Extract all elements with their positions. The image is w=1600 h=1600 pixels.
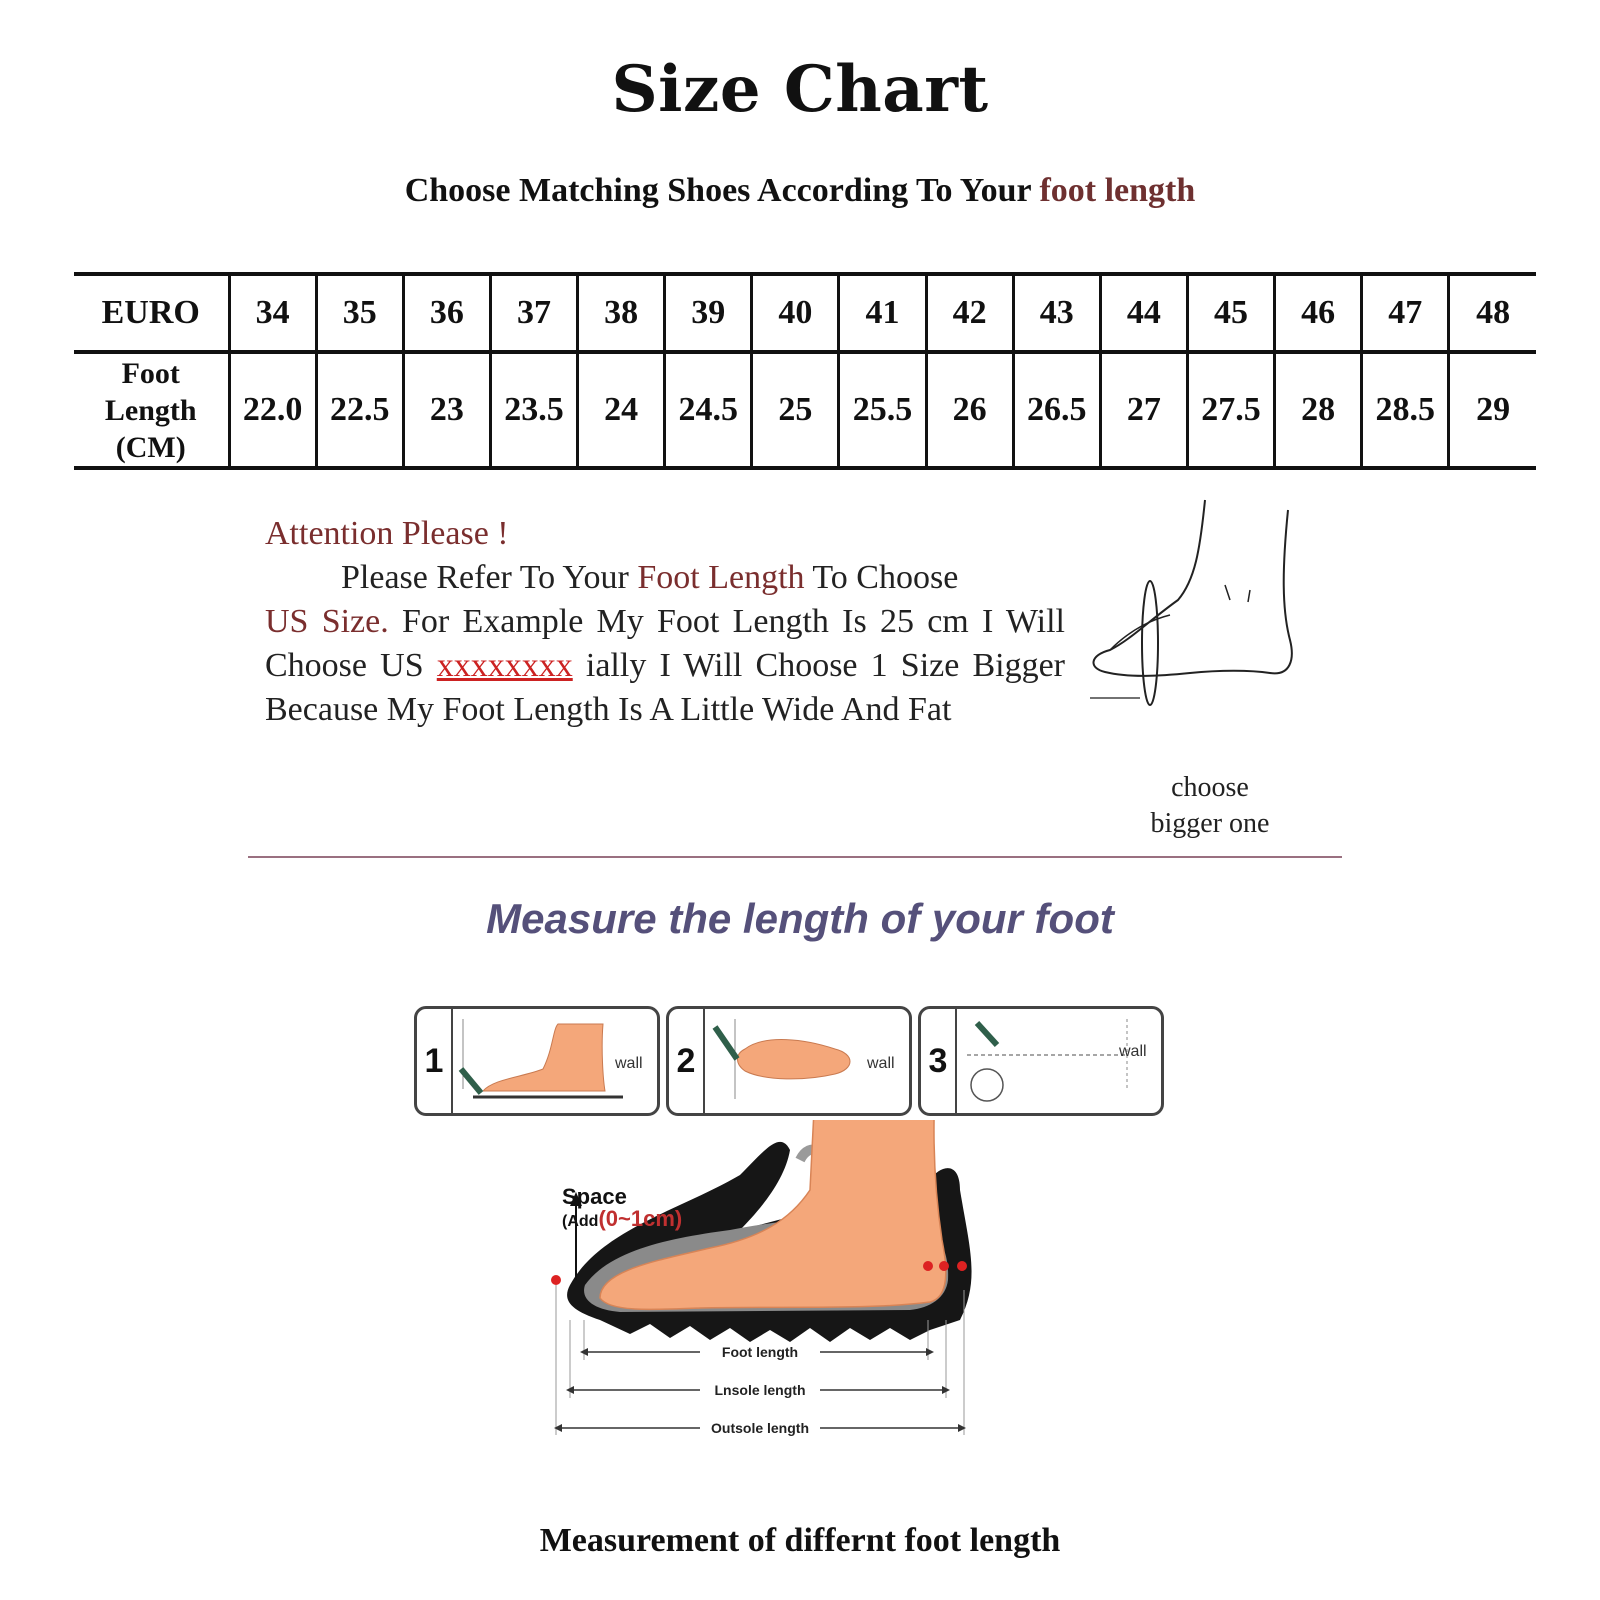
attention-text: Please Refer To Your: [341, 559, 638, 596]
euro-cell: 41: [839, 274, 926, 352]
euro-row: [74, 274, 1536, 352]
attention-accent: US Size.: [265, 603, 389, 640]
euro-cell: 46: [1275, 274, 1362, 352]
attention-accent: Foot Length: [637, 559, 805, 596]
euro-header: EURO: [74, 274, 229, 352]
step-1-panel: [414, 1006, 660, 1116]
step-number: 1: [417, 1009, 453, 1113]
wall-label: wall: [1119, 1043, 1147, 1060]
foot-length-cell: 28: [1275, 352, 1362, 468]
choose-note-line: choose: [1171, 772, 1249, 803]
space-label: [562, 1186, 682, 1233]
foot-length-cell: 27: [1100, 352, 1187, 468]
measure-title: Measure the length of your foot: [486, 895, 1114, 942]
euro-cell: 39: [665, 274, 752, 352]
foot-in-shoe-sketch: [1050, 490, 1330, 720]
foot-length-label: Foot length: [721, 1344, 799, 1360]
attention-text: For Example My Foot Length Is 25 cm I Will Choose US: [265, 603, 1065, 684]
foot-length-row: [74, 352, 1536, 468]
space-label-title: Space: [562, 1184, 627, 1209]
foot-length-cell: 25: [752, 352, 839, 468]
euro-cell: 36: [403, 274, 490, 352]
page-title: Size Chart: [611, 52, 989, 127]
foot-length-cell: 27.5: [1187, 352, 1274, 468]
foot-length-cell: 23.5: [490, 352, 577, 468]
subtitle-accent: foot length: [1039, 172, 1196, 209]
measure-tape-icon: [957, 1009, 1157, 1113]
foot-length-header-line: Foot: [121, 356, 180, 390]
euro-cell: 44: [1100, 274, 1187, 352]
wall-label: wall: [867, 1055, 895, 1072]
foot-length-header: [74, 352, 229, 468]
attention-body: [265, 556, 1065, 600]
euro-cell: 40: [752, 274, 839, 352]
euro-cell: 42: [926, 274, 1013, 352]
attention-heading: Attention Please !: [265, 515, 509, 552]
euro-cell: 34: [229, 274, 316, 352]
attention-text: To Choose: [804, 559, 959, 596]
euro-cell: 45: [1187, 274, 1274, 352]
foot-length-cell: 23: [403, 352, 490, 468]
foot-length-header-line: (CM): [115, 430, 186, 464]
foot-length-cell: 25.5: [839, 352, 926, 468]
attention-text: ially I Will Choose 1 Size Bigger Because My Foot Length Is A Little Wide And Fat: [265, 647, 1066, 728]
redacted-text: xxxxxxxx: [436, 647, 573, 684]
space-label-add: (Add: [562, 1213, 599, 1230]
space-label-range: (0~1cm): [598, 1206, 683, 1231]
subtitle: [0, 172, 1600, 210]
euro-cell: 37: [490, 274, 577, 352]
foot-length-cell: 26.5: [1013, 352, 1100, 468]
foot-length-cell: 28.5: [1362, 352, 1449, 468]
subtitle-prefix: Choose Matching Shoes According To Your: [404, 172, 1040, 209]
foot-length-cell: 29: [1449, 352, 1536, 468]
foot-length-header-line: Length: [104, 393, 197, 427]
foot-length-cell: 22.5: [316, 352, 403, 468]
choose-note-line: bigger one: [1150, 808, 1270, 839]
euro-cell: 38: [578, 274, 665, 352]
euro-cell: 48: [1449, 274, 1536, 352]
foot-length-cell: 22.0: [229, 352, 316, 468]
foot-length-cell: 24: [578, 352, 665, 468]
size-table: [74, 272, 1536, 470]
insole-length-label: Lnsole length: [714, 1382, 806, 1398]
euro-cell: 35: [316, 274, 403, 352]
outsole-length-label: Outsole length: [711, 1420, 809, 1436]
foot-length-cell: 26: [926, 352, 1013, 468]
step-2-panel: [666, 1006, 912, 1116]
choose-bigger-note: [1130, 770, 1290, 842]
attention-note: [265, 512, 1065, 732]
shoe-cross-section-diagram: [540, 1120, 1020, 1500]
section-divider: [248, 856, 1342, 858]
step-number: 2: [669, 1009, 705, 1113]
bottom-caption: Measurement of differnt foot length: [539, 1522, 1061, 1559]
euro-cell: 43: [1013, 274, 1100, 352]
measurement-steps: [414, 1006, 1174, 1116]
wall-label: wall: [615, 1055, 643, 1072]
step-number: 3: [921, 1009, 957, 1113]
foot-length-cell: 24.5: [665, 352, 752, 468]
attention-body-cont: [265, 600, 1065, 732]
euro-cell: 47: [1362, 274, 1449, 352]
step-3-panel: [918, 1006, 1164, 1116]
